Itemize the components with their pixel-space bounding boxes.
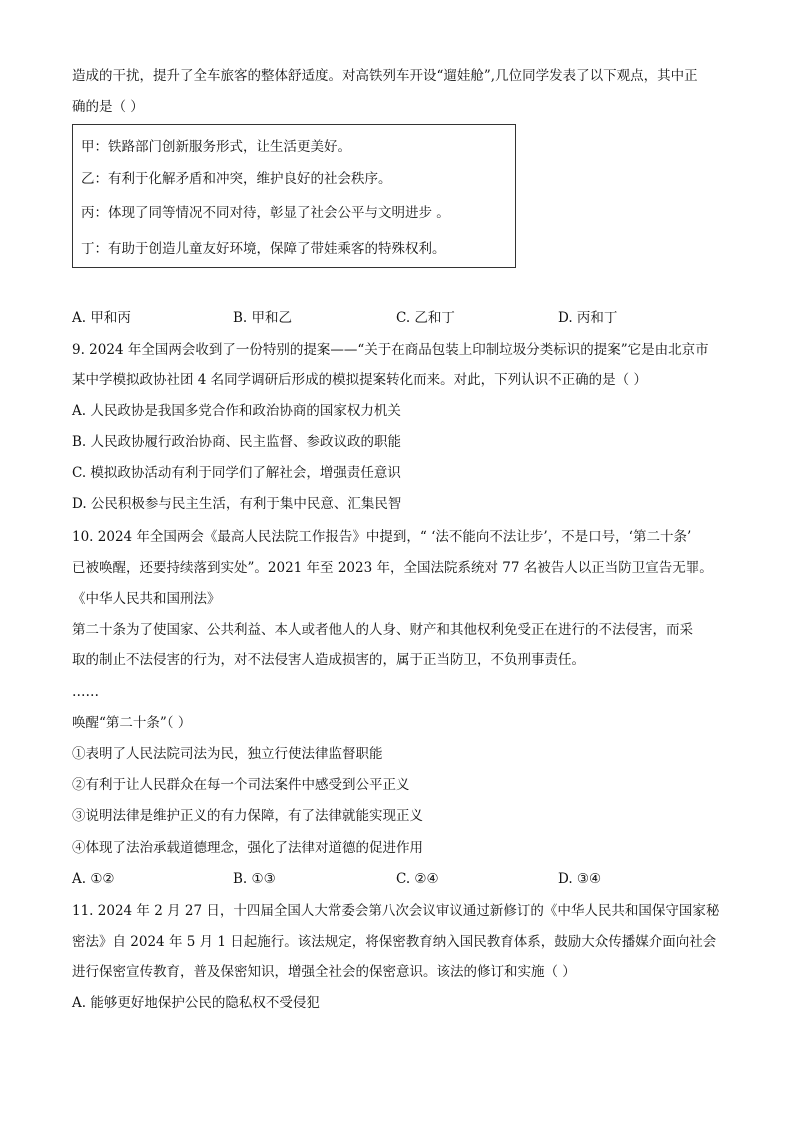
q10-statement-3: ③说明法律是维护正义的有力保障，有了法律就能实现正义 (72, 808, 423, 824)
q10-law-title: 《中华人民共和国刑法》 (72, 591, 221, 607)
q10-option-d: D. ③④ (558, 871, 602, 887)
viewpoint-bing: 丙：体现了同等情况不同对待，彰显了社会公平与文明进步 。 (81, 205, 450, 221)
q10-ellipsis: …… (72, 684, 99, 700)
q9-stem-line1: 9. 2024 年全国两会收到了一份特别的提案——“关于在商品包装上印制垃圾分类标识的提案”它是由北京市 (72, 342, 709, 358)
q8-option-d: D. 丙和丁 (558, 310, 618, 326)
q10-option-a: A. ①② (72, 871, 115, 887)
q8-option-c: C. 乙和丁 (396, 310, 455, 326)
q10-question: 唤醒“第二十条”（ ） (72, 715, 192, 731)
q10-statement-2: ②有利于让人民群众在每一个司法案件中感受到公平正义 (72, 777, 410, 793)
viewpoint-ding: 丁：有助于创造儿童友好环境，保障了带娃乘客的特殊权利。 (81, 241, 446, 257)
q9-option-a: A. 人民政协是我国多党合作和政治协商的国家权力机关 (72, 403, 401, 419)
q8-stem-line1: 造成的干扰，提升了全车旅客的整体舒适度。对高铁列车开设“遛娃舱”,几位同学发表了以下观点，其中正 (72, 68, 698, 84)
q11-option-a: A. 能够更好地保护公民的隐私权不受侵犯 (72, 995, 320, 1011)
q8-option-b: B. 甲和乙 (233, 310, 293, 326)
q8-option-a: A. 甲和丙 (72, 310, 131, 326)
q10-line: 已被唤醒，还要持续落到实处”。2021 年至 2023 年，全国法院系统对 77 名被告人以正当防卫宣告无罪。 (72, 560, 713, 576)
viewpoint-jia: 甲：铁路部门创新服务形式，让生活更美好。 (81, 139, 351, 155)
q10-statement-4: ④体现了法治承载道德理念，强化了法律对道德的促进作用 (72, 840, 423, 856)
q11-stem-line2: 密法》自 2024 年 5 月 1 日起施行。该法规定，将保密教育纳入国民教育体系，鼓励大众传播媒介面向社会 (72, 934, 717, 950)
q11-stem-line3: 进行保密宣传教育，普及保密知识，增强全社会的保密意识。该法的修订和实施（ ） (72, 964, 576, 980)
q8-viewpoints-box (72, 124, 516, 268)
q10-option-c: C. ②④ (396, 871, 439, 887)
q8-stem-line2: 确的是（ ） (72, 99, 144, 115)
q10-law-text: 第二十条为了使国家、公共利益、本人或者他人的人身、财产和其他权利免受正在进行的不法侵害，而采 (72, 622, 693, 638)
q9-stem-line2: 某中学模拟政协社团 4 名同学调研后形成的模拟提案转化而来。对此，下列认识不正确的是（ ） (72, 372, 647, 388)
q9-option-b: B. 人民政协履行政治协商、民主监督、参政议政的职能 (72, 434, 402, 450)
q10-law-text: 取的制止不法侵害的行为，对不法侵害人造成损害的，属于正当防卫，不负刑事责任。 (72, 652, 585, 668)
q10-line: 10. 2024 年全国两会《最高人民法院工作报告》中提到，“ ‘法不能向不法让步’，不是口号，‘第二十条’ (72, 529, 692, 545)
q11-stem-line1: 11. 2024 年 2 月 27 日，十四届全国人大常委会第八次会议审议通过新修订的《中华人民共和国保守国家秘 (72, 903, 720, 919)
viewpoint-yi: 乙：有利于化解矛盾和冲突，维护良好的社会秩序。 (81, 171, 392, 187)
q10-option-b: B. ①③ (233, 871, 276, 887)
q9-option-d: D. 公民积极参与民主生活，有利于集中民意、汇集民智 (72, 496, 402, 512)
q9-option-c: C. 模拟政协活动有利于同学们了解社会，增强责任意识 (72, 465, 401, 481)
q10-statement-1: ①表明了人民法院司法为民，独立行使法律监督职能 (72, 746, 383, 762)
